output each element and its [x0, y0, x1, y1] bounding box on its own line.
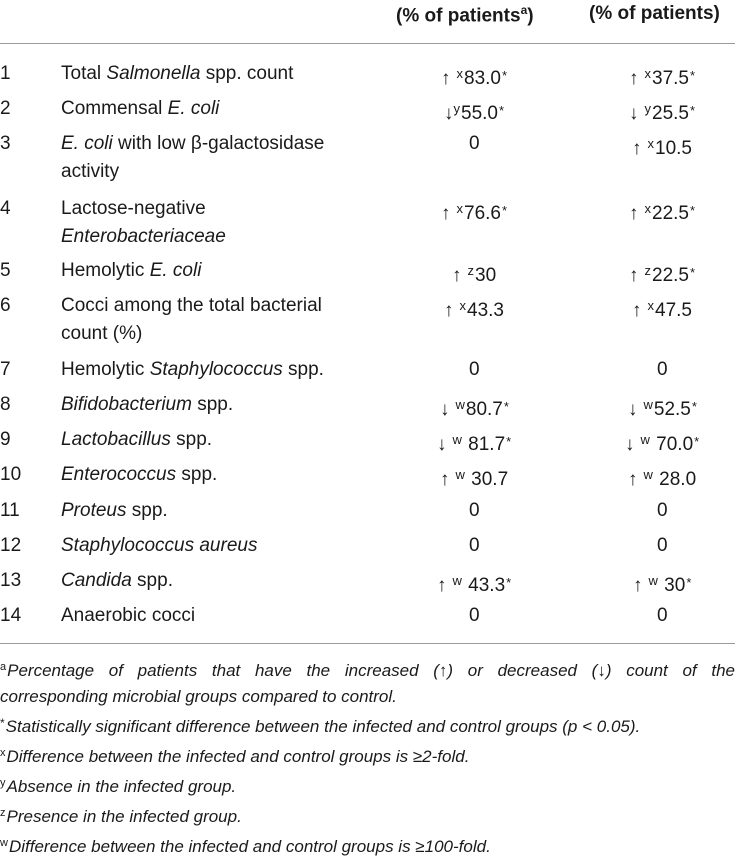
percent-value: 0: [469, 605, 480, 626]
c2-value: [628, 391, 697, 424]
name-part: Anaerobic cocci: [61, 605, 196, 626]
name-part: E. coli: [167, 98, 220, 119]
arrow-down-icon: ↓: [440, 399, 450, 420]
name-part: spp.: [170, 429, 213, 450]
percent-value: 55.0: [461, 103, 498, 124]
name-part: with low β-galactosidase activity: [61, 133, 325, 182]
name-part: spp.: [126, 500, 168, 521]
microbial-group-name: [61, 532, 361, 560]
footnote-line: [0, 740, 735, 770]
header-col-infected-percent: (% of patients$^a$): [396, 3, 534, 27]
footnote-marker: w: [455, 397, 465, 412]
footnote-marker: x: [456, 66, 463, 81]
arrow-up-icon: ↑: [629, 265, 639, 286]
name-part: Bifidobacterium: [61, 394, 192, 415]
significance-star: *: [501, 68, 508, 83]
row-number: 1: [0, 63, 11, 84]
c1-value: [469, 356, 480, 384]
microbial-group-name: [61, 95, 361, 123]
c1-value: [452, 257, 496, 290]
name-part: Salmonella: [106, 63, 201, 84]
c2-value: [657, 497, 668, 525]
percent-value: 0: [469, 359, 480, 380]
footnote-text: Percentage of patients that have the increased (↑) or decreased (↓) count of the: [7, 661, 735, 680]
c1-value: [444, 292, 504, 325]
arrow-up-icon: ↑: [629, 203, 639, 224]
percent-value: 28.0: [653, 469, 697, 490]
significance-star: *: [689, 68, 696, 83]
arrow-down-icon: ↓: [628, 399, 638, 420]
footnote-marker: y: [453, 101, 460, 116]
footnote-marker: x: [459, 298, 466, 313]
name-part: spp.: [176, 464, 218, 485]
name-part: Lactose-negative: [61, 198, 206, 219]
percent-value: 0: [657, 500, 668, 521]
arrow-down-icon: ↓: [629, 103, 639, 124]
footnote-marker: x: [644, 201, 651, 216]
footnote-marker: w: [452, 573, 462, 588]
footnote-mark: z: [0, 807, 6, 819]
significance-star: *: [506, 575, 512, 590]
c2-value: [628, 461, 696, 494]
footnote-marker: w: [455, 467, 465, 482]
row-number: 12: [0, 535, 22, 556]
percent-value: 22.5: [652, 265, 689, 286]
arrow-up-icon: ↑: [440, 469, 450, 490]
arrow-up-icon: ↑: [441, 203, 451, 224]
footnote-mark: a: [0, 661, 7, 673]
arrow-up-icon: ↑: [628, 469, 638, 490]
microbial-group-name: [61, 257, 361, 285]
footnote-text: Statistically significant difference between the infected and control groups (p < 0.05).: [5, 717, 641, 736]
name-part: E. coli: [149, 260, 202, 281]
footnote-text: Difference between the infected and control groups is ≥2-fold.: [6, 747, 470, 766]
significance-star: *: [694, 434, 700, 449]
microbial-group-name: [61, 195, 361, 251]
bottom-rule: [0, 643, 735, 644]
microbial-group-name: [61, 567, 361, 595]
microbial-group-name: [61, 356, 361, 384]
percent-value: 52.5: [653, 399, 691, 420]
c1-value: [469, 497, 480, 525]
name-part: Hemolytic: [61, 359, 150, 380]
microbial-group-name: [61, 461, 361, 489]
significance-star: *: [686, 575, 692, 590]
footnote-line: [0, 710, 735, 740]
name-part: spp.: [282, 359, 324, 380]
microbial-group-name: [61, 391, 361, 419]
percent-value: 80.7: [465, 399, 503, 420]
c2-value: [657, 532, 668, 560]
percent-value: 43.3: [467, 300, 504, 321]
percent-value: 37.5: [652, 68, 689, 89]
c2-value: [632, 292, 692, 325]
table-header: [0, 0, 735, 40]
row-number: 8: [0, 394, 11, 415]
name-part: spp. count: [200, 63, 294, 84]
c2-value: [625, 426, 699, 459]
significance-star: *: [501, 203, 508, 218]
footnote-marker: w: [643, 467, 653, 482]
arrow-down-icon: ↓: [625, 434, 635, 455]
arrow-down-icon: ↓: [444, 103, 454, 124]
name-part: Lactobacillus: [61, 429, 171, 450]
percent-value: 76.6: [464, 203, 501, 224]
c2-value: [629, 257, 695, 290]
c1-value: [469, 130, 480, 158]
footnote-marker: x: [644, 66, 651, 81]
percent-value: 10.5: [655, 138, 692, 159]
c1-value: [437, 567, 511, 600]
footnote-marker: x: [647, 136, 654, 151]
significance-star: *: [691, 399, 697, 414]
percent-value: 0: [657, 359, 668, 380]
header-col-second-percent: (% of patients): [589, 3, 720, 24]
microbial-group-name: [61, 497, 361, 525]
arrow-up-icon: ↑: [444, 300, 454, 321]
microbial-group-name: [61, 602, 361, 630]
percent-value: 81.7: [462, 434, 506, 455]
footnote-text: Absence in the infected group.: [6, 777, 237, 796]
percent-value: 30.7: [465, 469, 509, 490]
footnote-marker: x: [456, 201, 463, 216]
footnote-mark: *: [0, 716, 5, 730]
microbial-group-name: [61, 292, 361, 348]
percent-value: 0: [469, 535, 480, 556]
name-part: Cocci among the total bacterial count (%): [61, 295, 322, 344]
footnote-line: [0, 684, 735, 710]
footnote-line: [0, 800, 735, 830]
microbial-group-name: [61, 130, 361, 186]
footnote-line: [0, 830, 735, 860]
arrow-up-icon: ↑: [632, 300, 642, 321]
c1-value: [469, 602, 480, 630]
name-part: spp.: [131, 570, 173, 591]
footnote-line: [0, 654, 735, 684]
c2-value: [657, 602, 668, 630]
row-number: 10: [0, 464, 22, 485]
name-part: spp.: [191, 394, 234, 415]
arrow-up-icon: ↑: [452, 265, 462, 286]
c2-value: [633, 567, 691, 600]
percent-value: 22.5: [652, 203, 689, 224]
row-number: 3: [0, 133, 11, 154]
c1-value: [440, 391, 509, 424]
footnote-marker: y: [644, 101, 651, 116]
c2-value: [629, 95, 695, 128]
arrow-up-icon: ↑: [441, 68, 451, 89]
percent-value: 43.3: [462, 575, 506, 596]
footnote-marker: w: [452, 432, 462, 447]
footnote-mark: y: [0, 777, 6, 789]
percent-value: 0: [657, 605, 668, 626]
footnote-text: corresponding microbial groups compared to control.: [0, 687, 397, 706]
name-part: E. coli: [61, 133, 113, 154]
name-part: Staphylococcus aureus: [61, 535, 258, 556]
name-part: Hemolytic: [61, 260, 150, 281]
row-number: 2: [0, 98, 11, 119]
significance-star: *: [506, 434, 512, 449]
c2-value: [629, 195, 695, 228]
microbial-group-name: [61, 426, 361, 454]
footnote-marker: w: [643, 397, 653, 412]
arrow-up-icon: ↑: [437, 575, 447, 596]
percent-value: 47.5: [655, 300, 692, 321]
c1-value: [441, 195, 507, 228]
name-part: Enterococcus: [61, 464, 177, 485]
row-number: 5: [0, 260, 11, 281]
name-part: Proteus: [61, 500, 127, 521]
significance-star: *: [503, 399, 509, 414]
c1-value: [441, 60, 507, 93]
c2-value: [632, 130, 692, 163]
top-rule: [0, 43, 735, 44]
percent-value: 30: [658, 575, 686, 596]
row-number: 9: [0, 429, 11, 450]
percent-value: 30: [475, 265, 497, 286]
name-part: Staphylococcus: [149, 359, 283, 380]
footnote-text: Difference between the infected and control groups is ≥100-fold.: [8, 837, 491, 856]
name-part: Candida: [61, 570, 132, 591]
footnote-marker: w: [640, 432, 650, 447]
percent-value: 0: [657, 535, 668, 556]
c1-value: [444, 95, 504, 128]
arrow-up-icon: ↑: [629, 68, 639, 89]
row-number: 7: [0, 359, 11, 380]
footnote-marker: x: [647, 298, 654, 313]
percent-value: 0: [469, 500, 480, 521]
arrow-up-icon: ↑: [633, 575, 643, 596]
c2-value: [629, 60, 695, 93]
significance-star: *: [498, 103, 505, 118]
c1-value: [440, 461, 508, 494]
footnote-mark: x: [0, 747, 6, 759]
percent-value: 83.0: [464, 68, 501, 89]
c2-value: [657, 356, 668, 384]
arrow-up-icon: ↑: [632, 138, 642, 159]
row-number: 11: [0, 500, 20, 521]
significance-star: *: [689, 203, 696, 218]
name-part: Enterobacteriaceae: [61, 226, 226, 247]
percent-value: 0: [469, 133, 480, 154]
arrow-down-icon: ↓: [437, 434, 447, 455]
significance-star: *: [689, 103, 696, 118]
percent-value: 70.0: [650, 434, 694, 455]
percent-value: 25.5: [652, 103, 689, 124]
name-part: Commensal: [61, 98, 168, 119]
footnotes: [0, 654, 735, 860]
footnote-text: Presence in the infected group.: [6, 807, 242, 826]
row-number: 6: [0, 295, 11, 316]
row-number: 13: [0, 570, 22, 591]
row-number: 14: [0, 605, 22, 626]
footnote-marker: w: [648, 573, 658, 588]
microbial-group-name: [61, 60, 361, 88]
footnote-mark: w: [0, 837, 8, 849]
significance-star: *: [689, 265, 696, 280]
c1-value: [437, 426, 511, 459]
row-number: 4: [0, 198, 11, 219]
footnote-marker: z: [467, 263, 474, 278]
footnote-marker: z: [644, 263, 651, 278]
c1-value: [469, 532, 480, 560]
name-part: Total: [61, 63, 107, 84]
footnote-line: [0, 770, 735, 800]
